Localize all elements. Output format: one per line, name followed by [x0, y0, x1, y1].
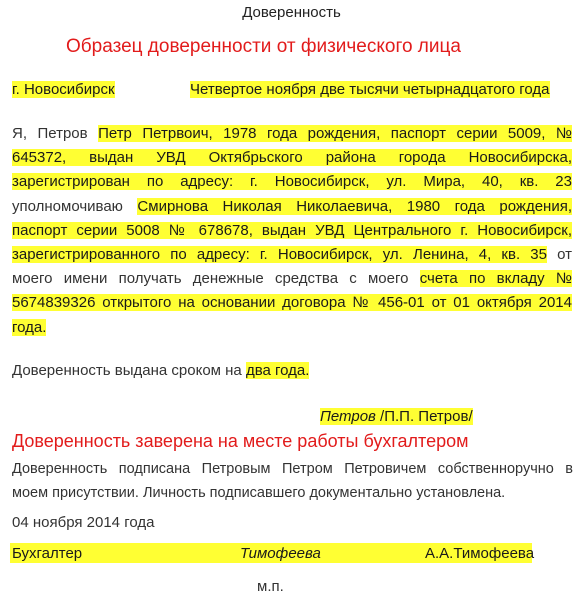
body-highlight: паспорт серии 5008 № 678678, выдан УВД Центрального г. Новосибирск, — [12, 221, 572, 239]
stamp-place: м.п. — [257, 578, 284, 595]
certification-text — [12, 457, 573, 505]
body-highlight: зарегистрирован по адресу: г. Новосибирск, ул. Мира, 40, кв. 23 — [12, 173, 572, 191]
document-title: Доверенность — [242, 4, 341, 21]
certification-date: 04 ноября 2014 года — [12, 514, 155, 531]
body-paragraph — [12, 122, 572, 340]
body-plain: от — [546, 246, 572, 264]
body-line — [12, 170, 572, 194]
body-highlight: 645372, выдан УВД Октябрьского района города Новосибирска, — [12, 149, 572, 167]
signature-italic: Петров — [320, 408, 376, 425]
body-highlight: счета по вкладу № — [419, 270, 572, 288]
accountant-name: А.А.Тимофеева — [425, 545, 535, 562]
body-highlight: года. — [12, 318, 47, 336]
body-line — [12, 267, 572, 291]
date-text: Четвертое ноября две тысячи четырнадцатого года — [190, 81, 550, 98]
body-plain: моего имени получать денежные средства с моего — [12, 270, 420, 288]
term-prefix: Доверенность выдана сроком на — [12, 362, 246, 379]
term-line — [12, 362, 309, 379]
body-line — [12, 291, 572, 315]
signature-name: /П.П. Петров/ — [375, 408, 473, 425]
accountant-signature: Тимофеева — [240, 545, 321, 562]
sample-title: Образец доверенности от физического лица — [66, 36, 461, 57]
accountant-label: Бухгалтер — [12, 545, 83, 562]
body-plain: уполномочиваю — [12, 197, 138, 215]
body-line — [12, 146, 572, 170]
signature-line — [320, 408, 473, 425]
body-plain: Я, Петров — [12, 125, 99, 142]
body-line — [12, 219, 572, 243]
cert-line: моем присутствии. Личность подписавшего документально установлена. — [12, 485, 506, 501]
body-line — [12, 122, 572, 146]
body-highlight: зарегистрированного по адресу: г. Новосибирск, ул. Ленина, 4, кв. 35 — [12, 246, 547, 264]
body-highlight: 5674839326 открытого на основании договора № 456-01 от 01 октября 2014 — [12, 294, 572, 312]
body-line — [12, 243, 572, 267]
body-line — [12, 195, 572, 219]
body-line — [12, 316, 572, 340]
cert-line: Доверенность подписана Петровым Петром Петровичем собственноручно в — [12, 461, 573, 477]
body-highlight: Петр Петрвоич, 1978 года рождения, паспорт серии 5009, № — [98, 125, 572, 142]
term-value: два года. — [245, 362, 310, 379]
city: г. Новосибирск — [12, 81, 115, 98]
body-highlight: Смирнова Николая Николаевича, 1980 года рождения, — [137, 197, 572, 215]
certification-title: Доверенность заверена на месте работы бухгалтером — [12, 431, 469, 451]
